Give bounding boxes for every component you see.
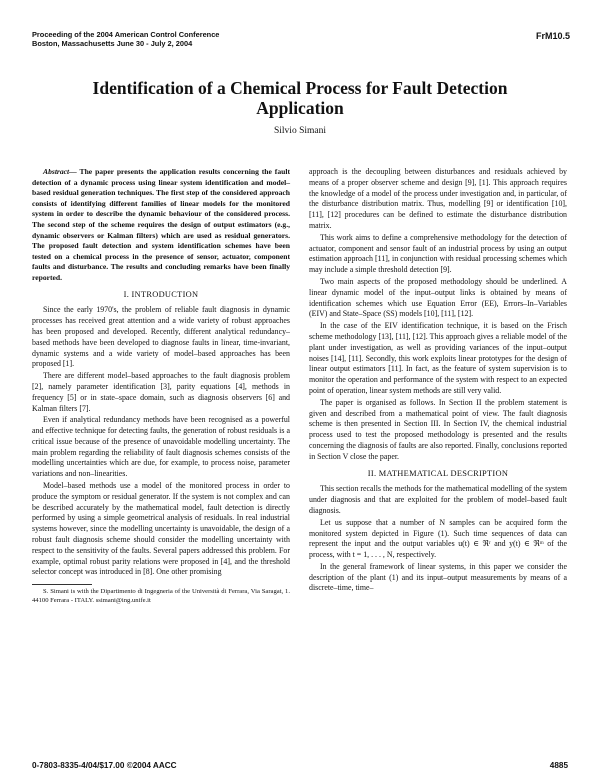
author-name: Silvio Simani <box>274 126 326 136</box>
section-heading-introduction: I. INTRODUCTION <box>123 289 199 299</box>
paragraph: There are different model–based approaches to the fault diagnosis problem [2], namely parameter identification [3], parity equations [4], methods in frequency [5] or in state–space domain, such as diagnosis observers [6] and Kalman filters [7]. <box>32 371 290 413</box>
footnote-rule <box>32 584 92 585</box>
copyright-footer: 0-7803-8335-4/04/$17.00 ©2004 AACC <box>32 761 177 770</box>
paragraph: In the general framework of linear systems, in this paper we consider the description of the plant (1) and its input–output measurements by means of a discrete–time, time– <box>309 561 567 593</box>
left-column <box>32 167 290 606</box>
paragraph: Since the early 1970's, the problem of reliable fault diagnosis in dynamic processes has received great attention and a wide variety of robust approaches has been proposed and developed. Recently, different analytical redundancy–based methods have been developed to diagnose faults in linear, time-invariant, dynamic systems and a wide variety of model–based approaches has been proposed [1]. <box>32 305 290 369</box>
abstract-label: Abstract— <box>43 167 77 176</box>
abstract <box>32 167 290 284</box>
page-number: 4885 <box>549 761 568 770</box>
paragraph: Let us suppose that a number of N samples can be acquired form the monitored system depicted in Figure (1). Such time sequences of data can represent the input and the output variables u(t) ∈ ℜʳ and y(t) ∈ ℜᵐ of the process, with t = 1, . . . , N, respectively. <box>309 517 567 560</box>
paragraph: In the case of the EIV identification technique, it is based on the Frisch scheme methodology [13], [11], [12]. This approach gives a reliable model of the plant under investigation, as well as providing variances of the input–output noises [14], [11]. Secondly, this work exploits linear prototypes for the design of linear output estimators [11]. In fact, as the feature of system supervision is to monitor the operation and performance of the system with respect to an expected point of operation, linear system methods are still very valid. <box>309 321 567 395</box>
paragraph: This work aims to define a comprehensive methodology for the detection of actuator, component and sensor fault of an industrial process by using an output estimation approach [11], in conjunction with residual processing schemes which may include a simple threshold detection [9]. <box>309 232 567 275</box>
paragraph: approach is the decoupling between disturbances and residuals achieved by means of a proper observer scheme and design [9], [1]. This approach requires the knowledge of a model of the process under investigation and, in particular, of the disturbance distribution matrix. Thus, modelling [9] or identification [10], [11], [12] procedures can be defined to estimate the disturbance distribution matrix. <box>309 167 567 230</box>
abstract-text: The paper presents the application results concerning the fault detection of a dynamic process using linear system identification and model–based residual generation techniques. The first step of the considered approach consists of identifying different families of linear models for the monitored system in order to describe the dynamic behaviour of the considered process. The second step of the scheme requires the design of output estimators (e.g., dynamic observers or Kalman filters) which are used as residual generators. The proposed fault detection and system identification schemes have been tested on a chemical process in the presence of sensor, actuator, component faults and disturbance. The results and concluding remarks have been finally reported. <box>32 167 290 282</box>
paper-title: Identification of a Chemical Process for Fault Detection Application <box>92 78 508 118</box>
conference-header <box>32 30 219 48</box>
paragraph: Model–based methods use a model of the monitored process in order to produce the symptom or residual generator. If the system is not complex and can be described accurately by the mathematical model, fault detection is directly performed by using a simple geometrical analysis of residuals. In real industrial systems however, since the modelling uncertainty is unavoidable, the design of a robust fault diagnosis scheme should consider the modelling uncertainty with respect to the sensitivity of the faults. Several papers addressed this problem. For example, optimal robust parity relations were proposed in [4], and the threshold selector concept was introduced in [8]. One other promising <box>32 481 290 577</box>
paragraph: The paper is organised as follows. In Section II the problem statement is given and described from a mathematical point of view. The fault diagnosis scheme is then presented in Section III. In Section IV, the chemical industrial process used to test the proposed methodology is presented and the results concerning the diagnosis of faults are also reported. Finally, conclusions reported in Section V close the paper. <box>309 397 567 461</box>
paper-code: FrM10.5 <box>535 31 570 41</box>
paragraph: Two main aspects of the proposed methodology should be underlined. A linear dynamic model of the input–output links is obtained by means of identification schemes which use Equation Error (EE), Errors–In–Variables (EIV) and State–Space (SS) models [10], [11], [12]. <box>309 276 567 319</box>
footnote: S. Simani is with the Dipartimento di Ingegneria of the Università di Ferrara, Via Saragat, 1. 44100 Ferrara - ITALY. ssimani@ing.unife.it <box>32 588 290 604</box>
section-heading-mathematical-description: II. MATHEMATICAL DESCRIPTION <box>367 468 509 478</box>
conference-name: Proceeding of the 2004 American Control Conference <box>32 30 220 39</box>
conference-location: Boston, Massachusetts June 30 - July 2, 2004 <box>32 39 193 48</box>
paragraph: This section recalls the methods for the mathematical modelling of the system under diagnosis and that are exploited for the problem of model–based fault diagnosis. <box>309 484 567 515</box>
paragraph: Even if analytical redundancy methods have been recognised as a powerful and effective technique for detecting faults, the generation of robust residuals is a critical issue because of the presence of unavoidable modelling uncertainty. The main problem regarding the reliability of fault diagnosis schemes consists of the modelling uncertainties which are due, for example, to process noise, parameter variations and non–linearities. <box>32 415 290 479</box>
right-column <box>309 167 567 595</box>
